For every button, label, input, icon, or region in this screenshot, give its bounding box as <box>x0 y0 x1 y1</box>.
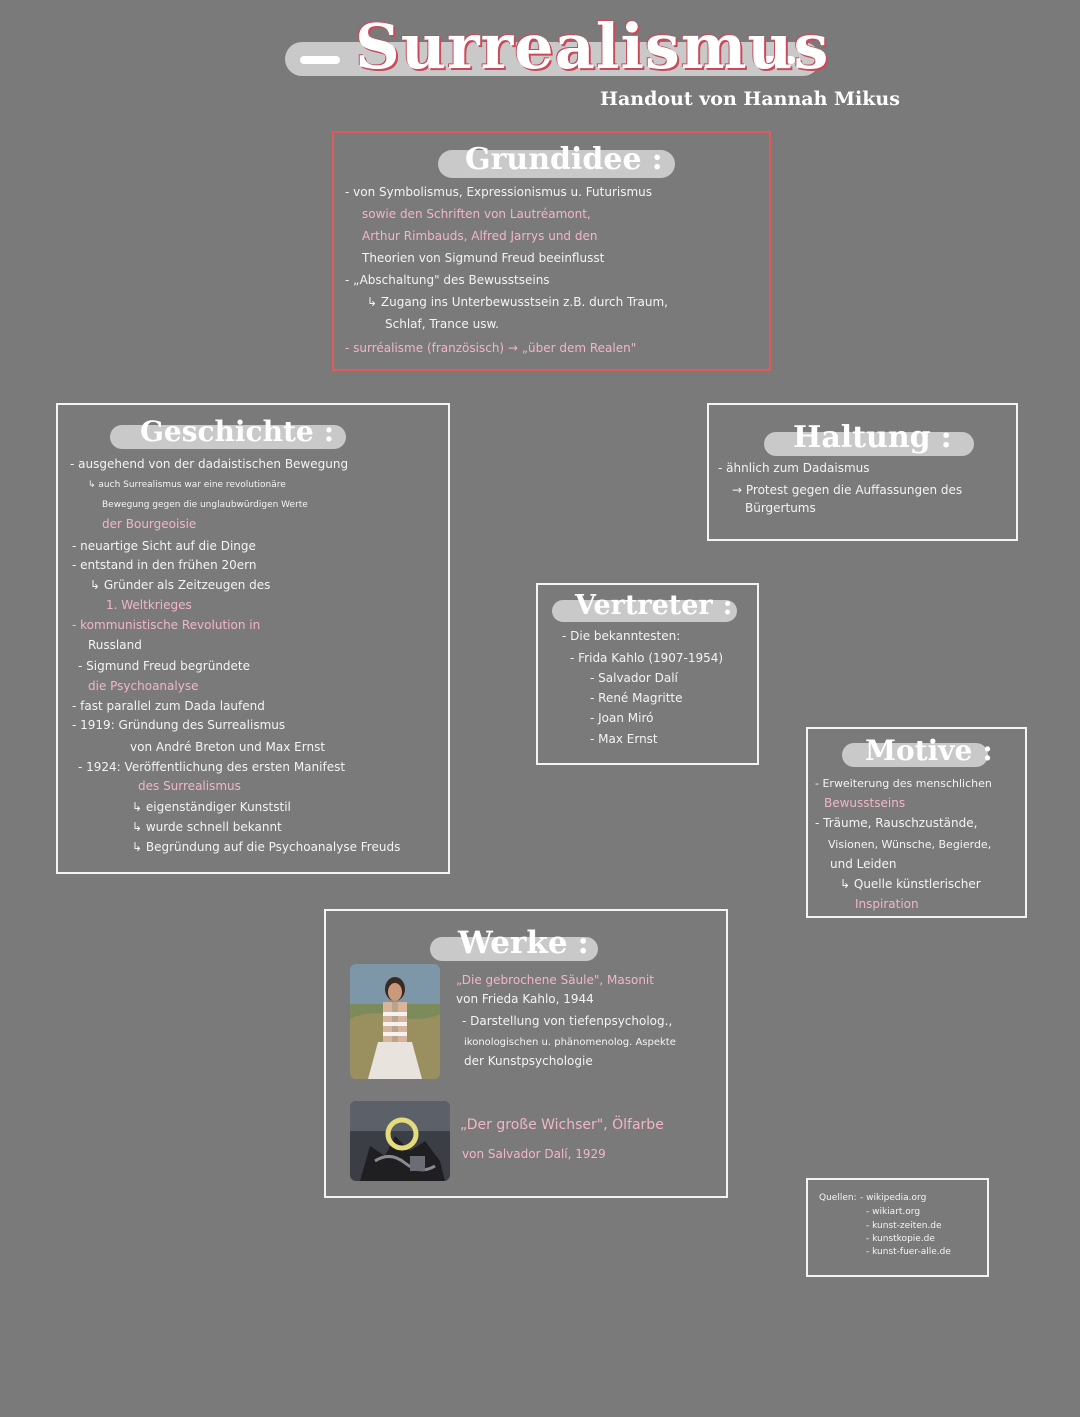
motive-line: und Leiden <box>830 857 897 871</box>
werk1-line: „Die gebrochene Säule", Masonit <box>456 973 654 987</box>
motive-line: Bewusstseins <box>824 796 906 810</box>
quellen-item: - kunstkopie.de <box>866 1234 935 1244</box>
werk1-line: der Kunstpsychologie <box>464 1054 593 1068</box>
grundidee-line: Schlaf, Trance usw. <box>385 317 499 331</box>
geschichte-heading: Geschichte : <box>140 415 335 448</box>
geschichte-line: - fast parallel zum Dada laufend <box>72 699 265 713</box>
haltung-line: Bürgertums <box>745 501 816 515</box>
vertreter-heading-text: Vertreter <box>575 590 713 621</box>
quellen-item: - kunst-zeiten.de <box>866 1221 942 1231</box>
vertreter-line: - Frida Kahlo (1907-1954) <box>570 651 724 665</box>
geschichte-line: - Sigmund Freud begründete <box>78 659 251 673</box>
geschichte-line: Russland <box>88 638 142 652</box>
werk1-line: ikonologischen u. phänomenolog. Aspekte <box>464 1037 676 1048</box>
quellen-item: - wikiart.org <box>866 1207 921 1217</box>
grundidee-line: - „Abschaltung" des Bewusstseins <box>345 273 550 287</box>
motive-heading-text: Motive <box>865 734 973 767</box>
grundidee-line: Arthur Rimbauds, Alfred Jarrys und den <box>362 229 598 243</box>
motive-heading: Motive : <box>865 734 993 767</box>
grundidee-line: - surréalisme (französisch) → „über dem Realen" <box>345 341 637 355</box>
haltung-line: - ähnlich zum Dadaismus <box>718 461 870 475</box>
painting-broken-column-image <box>350 964 440 1079</box>
vertreter-line: - Die bekanntesten: <box>562 629 681 643</box>
motive-line: - Erweiterung des menschlichen <box>815 777 992 790</box>
geschichte-line: ↳ wurde schnell bekannt <box>132 820 282 834</box>
geschichte-line: - neuartige Sicht auf die Dinge <box>72 539 256 553</box>
haltung-heading-text: Haltung <box>793 420 931 455</box>
grundidee-heading: Grundidee : <box>465 142 663 177</box>
geschichte-line: 1. Weltkrieges <box>106 598 192 612</box>
werke-heading-text: Werke <box>458 925 568 961</box>
geschichte-line: - 1924: Veröffentlichung des ersten Manifest <box>78 760 346 774</box>
werk2-line: „Der große Wichser", Ölfarbe <box>460 1117 664 1133</box>
geschichte-line: ↳ eigenständiger Kunststil <box>132 800 291 814</box>
painting-great-masturbator-svg <box>350 1101 450 1181</box>
geschichte-line: der Bourgeoisie <box>102 517 197 531</box>
geschichte-line: ↳ Begründung auf die Psychoanalyse Freuds <box>132 840 401 854</box>
geschichte-heading-text: Geschichte <box>140 415 314 448</box>
motive-line: ↳ Quelle künstlerischer <box>840 877 981 891</box>
painting-broken-column-svg <box>350 964 440 1079</box>
grundidee-line: ↳ Zugang ins Unterbewusstsein z.B. durch Traum, <box>367 295 668 309</box>
vertreter-heading: Vertreter : <box>575 590 733 621</box>
page-subtitle: Handout von Hannah Mikus <box>600 88 900 110</box>
grundidee-line: Theorien von Sigmund Freud beeinflusst <box>362 251 605 265</box>
werk2-line: von Salvador Dalí, 1929 <box>462 1147 606 1161</box>
werk1-line: von Frieda Kahlo, 1944 <box>456 992 594 1006</box>
motive-line: Visionen, Wünsche, Begierde, <box>828 838 992 851</box>
geschichte-line: des Surrealismus <box>138 779 241 793</box>
quellen-item: - wikipedia.org <box>860 1193 927 1203</box>
quellen-item: - kunst-fuer-alle.de <box>866 1247 951 1257</box>
page-title: Surrealismus <box>355 10 830 83</box>
werke-heading: Werke : <box>458 925 589 961</box>
geschichte-line: ↳ Gründer als Zeitzeugen des <box>90 578 271 592</box>
geschichte-line: - entstand in den frühen 20ern <box>72 558 257 572</box>
werk1-line: - Darstellung von tiefenpsycholog., <box>462 1014 673 1028</box>
motive-line: - Träume, Rauschzustände, <box>815 816 978 830</box>
title-dash-left <box>300 56 340 64</box>
haltung-heading: Haltung : <box>793 420 952 455</box>
grundidee-line: - von Symbolismus, Expressionismus u. Futurismus <box>345 185 653 199</box>
motive-line: Inspiration <box>855 897 919 911</box>
grundidee-line: sowie den Schriften von Lautréamont, <box>362 207 591 221</box>
vertreter-line: - Joan Miró <box>590 711 654 725</box>
geschichte-line: Bewegung gegen die unglaubwürdigen Werte <box>102 500 308 510</box>
vertreter-line: - Max Ernst <box>590 732 658 746</box>
painting-great-masturbator-image <box>350 1101 450 1181</box>
geschichte-line: die Psychoanalyse <box>88 679 199 693</box>
geschichte-line: ↳ auch Surrealismus war eine revolutionäre <box>88 480 286 490</box>
geschichte-line: von André Breton und Max Ernst <box>130 740 326 754</box>
geschichte-line: - kommunistische Revolution in <box>72 618 261 632</box>
haltung-line: → Protest gegen die Auffassungen des <box>732 483 963 497</box>
grundidee-heading-text: Grundidee <box>465 142 642 177</box>
vertreter-line: - René Magritte <box>590 691 683 705</box>
geschichte-line: - 1919: Gründung des Surrealismus <box>72 718 286 732</box>
quellen-label: Quellen: <box>819 1193 857 1203</box>
geschichte-line: - ausgehend von der dadaistischen Bewegung <box>70 457 349 471</box>
vertreter-line: - Salvador Dalí <box>590 671 678 685</box>
